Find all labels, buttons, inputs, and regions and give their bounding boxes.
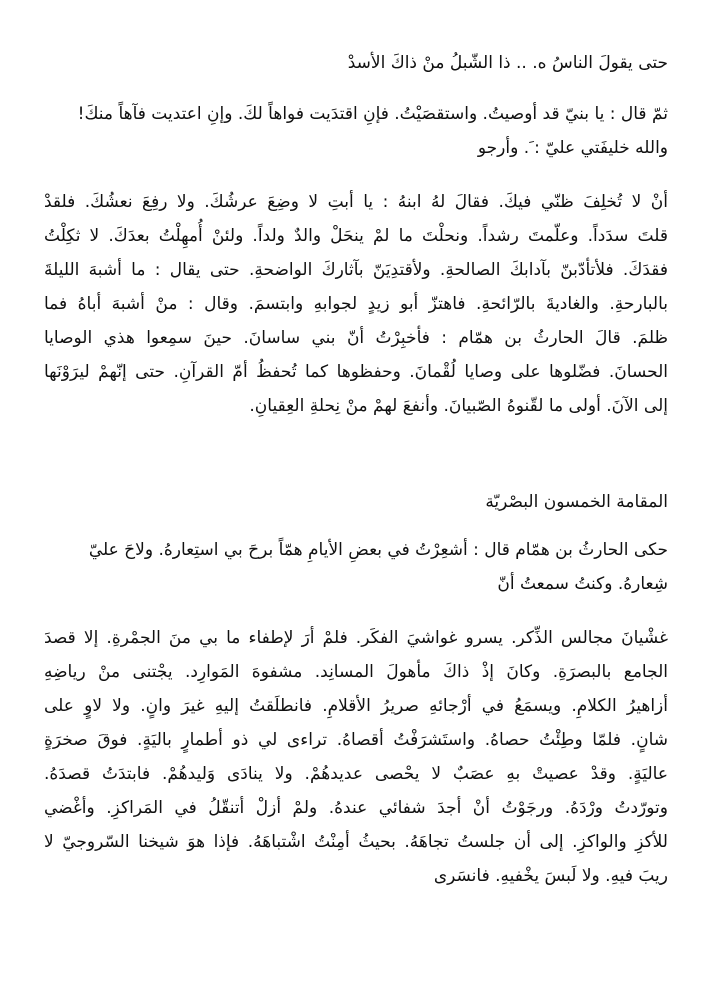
text-line: شِعارهُ. وكنتُ سمعتُ أنّ <box>497 574 668 594</box>
paragraph <box>44 533 668 601</box>
text-line: ظلمَ. قالَ الحارثُ بن همّام : فأخبِرْتُ أنّ بني ساسانَ. حينَ سمِعوا هذي الوصايا <box>44 328 668 348</box>
paragraph <box>44 97 668 165</box>
text-line: فقدَكَ. فلأتأدّبنّ بآدابكَ الصالحةِ. ولأقتدِيَنّ بآثاركَ الواضحةِ. حتى يقال : ما أشبهَ الليلةَ <box>44 260 668 280</box>
text-line: عاليَةٍ. وقدْ عصيتْ بهِ عصَبٌ لا يحْصى عديدهُمْ. ولا ينادَى وَليدهُمْ. فابتدَتُ قصدَهُ. <box>44 764 668 784</box>
text-line: أزاهيرُ الكلامِ. ويسمَعُ في أرْجائهِ صريرُ الأقلامِ. فانطلَقتُ إليهِ غيرَ وانٍ. ولا لاوٍ على <box>44 696 668 716</box>
text-line: الحسانَ. فضّلوها على وصايا لُقْمانَ. وحفظوها كما تُحفظُ أمّ القرآنِ. حتى إنّهمْ ليرَوْنَها <box>44 362 668 382</box>
text-line: وتورّدتُ ورْدَهُ. ورجَوْتُ أنْ أجدَ شفائي عندهُ. ولمْ أزلْ أتنقّلُ في المَراكزِ. وأغْضي <box>44 798 668 818</box>
paragraph <box>44 185 668 423</box>
text-line: غشْيانَ مجالس الذِّكر. يسرو غواشيَ الفكَر. فلمْ أرَ لإطفاء ما بي منَ الجمْرةِ. إلا قصدَ <box>44 628 668 648</box>
text-line: والله خليفَتي عليّ : َ. وأرجو <box>477 138 668 158</box>
text-line: حتى يقولَ الناسُ ه. .. ذا الشّبلُ منْ ذاكَ الأسدْ <box>347 53 668 73</box>
text-line: بالبارحةِ. والغاديةَ بالرّائحةِ. فاهتزّ أبو زيدٍ لجوابهِ وابتسمَ. وقال : منْ أشبهَ أباهُ فما <box>44 294 668 314</box>
text-line: ثمّ قال : يا بنيّ قد أوصيتُ. واستقصَيْتُ. فإنِ اقتدَيت فواهاً لكَ. وإنِ اعتديت فآهاً منكَ! <box>77 104 668 124</box>
text-line: ريبَ فيهِ. ولا لَبسَ يخْفيهِ. فانسَرى <box>433 866 668 886</box>
verse-line <box>44 46 668 80</box>
text-line: قلتَ سدَداً. وعلّمتَ رشداً. ونحلْتَ ما لمْ ينحَلْ والدٌ ولداً. ولئنْ أُمهِلْتُ بعدَكَ. لا ثكِلْتُ <box>44 226 668 246</box>
text-line: حكى الحارثُ بن همّام قال : أشعِرْتُ في بعضِ الأيامِ همّاً برحَ بي استِعارهُ. ولاحَ عليّ <box>88 540 668 560</box>
text-line: الجامع بالبصرَةِ. وكانَ إذْ ذاكَ مأهولَ المسانِد. مشفوهَ المَوارِد. يجْتنى منْ رياضِهِ <box>44 662 668 682</box>
section-heading <box>44 485 668 519</box>
text-line: أنْ لا تُخلِفَ ظنّي فيكَ. فقالَ لهُ ابنهُ : يا أبتِ لا وضِعَ عرشُكَ. ولا رفِعَ نعشُكَ. فلقدْ <box>44 192 668 212</box>
paragraph <box>44 621 668 893</box>
text-line: للأكزِ والواكزِ. إلى أن جلستُ تجاهَهُ. بحيثُ أمِنْتُ اشْتباهَهُ. فإذا هوَ شيخنا السّروجيّ لا <box>44 832 668 852</box>
text-line: شانٍ. فلمّا وطِئْتُ حصاهُ. واستَشرَفْتُ أقصاهُ. تراءى لي ذو أطمارٍ باليَةٍ. فوقَ صخرَةٍ <box>44 730 668 750</box>
heading-text: المقامة الخمسون البصْريّة <box>485 492 668 512</box>
text-line: إلى الآنَ. أولى ما لقّنوهُ الصّبيانَ. وأنفعَ لهمْ منْ نِحلةِ العِقيانِ. <box>249 396 668 416</box>
